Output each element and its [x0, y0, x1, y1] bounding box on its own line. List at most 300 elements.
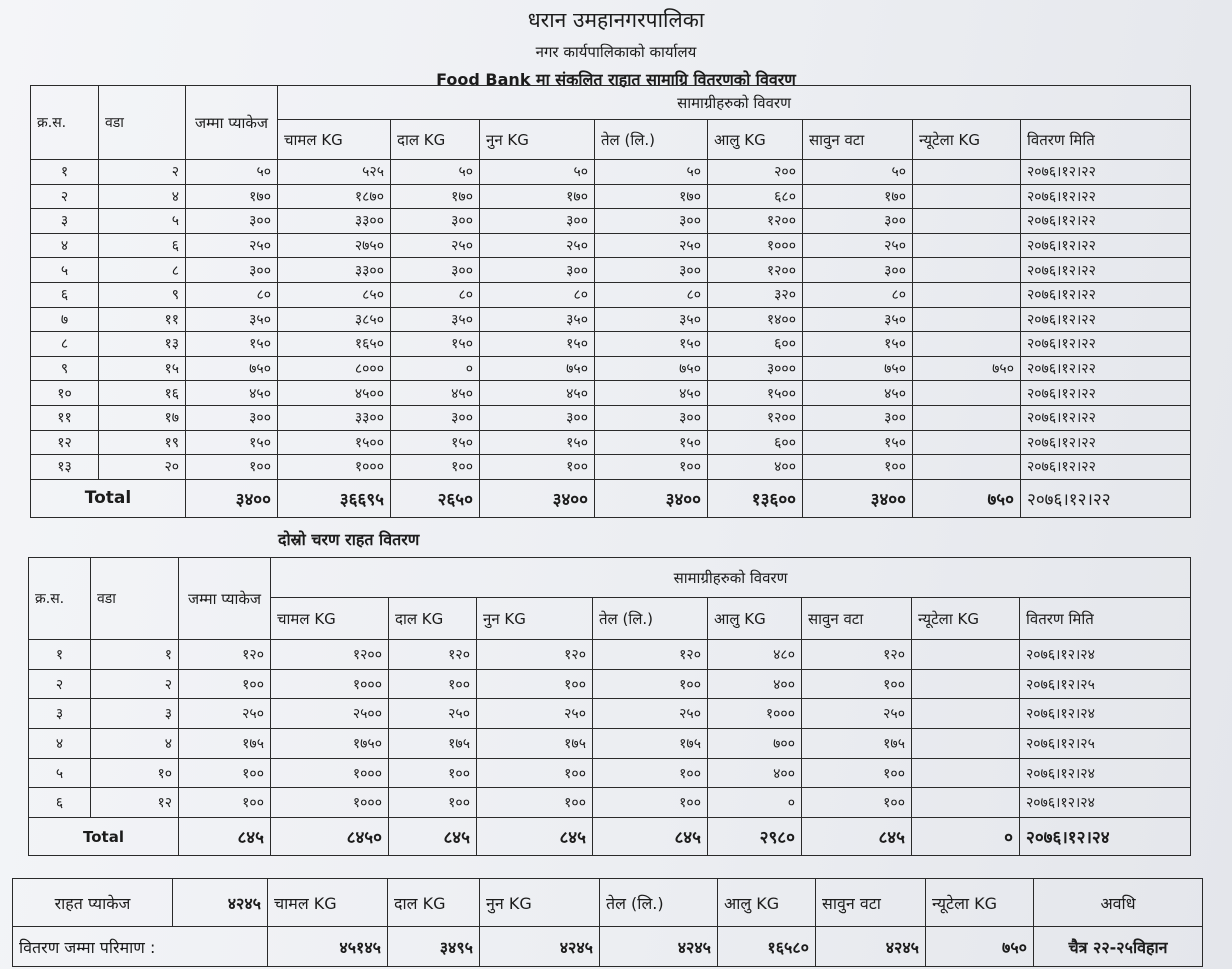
- table-cell: ३५०: [391, 307, 480, 332]
- table-cell: १००: [389, 788, 477, 818]
- total-cell: ३४००: [186, 479, 278, 517]
- header-soap: सावुन वटा: [802, 598, 912, 640]
- table-cell: ७५०: [595, 356, 708, 381]
- table-cell: १७: [99, 405, 186, 430]
- table-cell: १६५०: [278, 332, 391, 357]
- table-cell: [912, 729, 1020, 759]
- summary-table: [12, 878, 1203, 967]
- table-cell: १३: [31, 455, 99, 480]
- table-cell: १२०: [593, 640, 708, 670]
- table-cell: १००: [593, 758, 708, 788]
- table-cell: २०७६।१२।२२: [1021, 356, 1191, 381]
- table-cell: ५: [99, 209, 186, 234]
- table-cell: १५०: [186, 332, 278, 357]
- table-row: [31, 258, 1191, 283]
- table-cell: १००: [477, 669, 593, 699]
- table-row: [31, 184, 1191, 209]
- table-cell: २०७६।१२।२२: [1021, 381, 1191, 406]
- table-total-row: [31, 479, 1191, 517]
- table-cell: १००: [593, 788, 708, 818]
- summary-value-soap: ४२४५: [816, 927, 926, 967]
- table-cell: ४५०: [186, 381, 278, 406]
- total-cell: ७५०: [913, 479, 1021, 517]
- table-cell: [913, 209, 1021, 234]
- header-nutella: न्यूटेला KG: [913, 120, 1021, 160]
- table-cell: १७०: [391, 184, 480, 209]
- table-cell: ५०: [803, 160, 913, 185]
- table-cell: १५०: [391, 332, 480, 357]
- table-cell: २०७६।१२।२२: [1021, 282, 1191, 307]
- table-cell: ६००: [708, 332, 803, 357]
- office-subtitle: नगर कार्यपालिकाको कार्यालय: [535, 43, 697, 61]
- table-cell: [913, 430, 1021, 455]
- table-cell: २५०: [179, 699, 271, 729]
- table-cell: ३३००: [278, 258, 391, 283]
- table-cell: १००: [480, 455, 595, 480]
- total-date: २०७६।१२।२२: [1021, 479, 1191, 517]
- table-cell: ५०: [391, 160, 480, 185]
- header-sn: क्र.स.: [31, 86, 99, 160]
- table-cell: १०: [91, 758, 179, 788]
- table-cell: २०७६।१२।२२: [1021, 209, 1191, 234]
- table-cell: ५०: [480, 160, 595, 185]
- relief-pkg-label: राहत प्याकेज: [13, 879, 173, 927]
- table-cell: २०७६।१२।२२: [1021, 160, 1191, 185]
- table-cell: २०७६।१२।२४: [1020, 699, 1191, 729]
- table-row: [29, 669, 1191, 699]
- table-cell: १५०: [803, 430, 913, 455]
- table-cell: [913, 233, 1021, 258]
- table-cell: ५०: [595, 160, 708, 185]
- table-cell: ४५०: [480, 381, 595, 406]
- table-cell: १०००: [708, 699, 802, 729]
- table-cell: २०७६।१२।२२: [1021, 307, 1191, 332]
- table-cell: १५०: [595, 430, 708, 455]
- table-cell: १५: [99, 356, 186, 381]
- table-cell: १००: [389, 758, 477, 788]
- distribution-table-phase2: [28, 557, 1191, 856]
- total-cell: ०: [912, 818, 1020, 856]
- table-cell: १५०: [480, 332, 595, 357]
- table-cell: १००: [595, 455, 708, 480]
- table-cell: २०७६।१२।२२: [1021, 332, 1191, 357]
- table-cell: २५०: [477, 699, 593, 729]
- table-cell: [913, 405, 1021, 430]
- table-cell: १७५: [802, 729, 912, 759]
- table-cell: ३००: [186, 405, 278, 430]
- table-cell: ३५०: [480, 307, 595, 332]
- table-cell: ७००: [708, 729, 802, 759]
- table-cell: १७०: [186, 184, 278, 209]
- table-cell: २०७६।१२।२२: [1021, 233, 1191, 258]
- table-cell: ३००: [391, 405, 480, 430]
- table-cell: २०७६।१२।२२: [1021, 430, 1191, 455]
- table-cell: ५: [31, 258, 99, 283]
- table-cell: १: [91, 640, 179, 670]
- table-cell: २५०: [802, 699, 912, 729]
- table-cell: २०७६।१२।२२: [1021, 258, 1191, 283]
- table-cell: ८५०: [278, 282, 391, 307]
- table-cell: २५०: [186, 233, 278, 258]
- header-total-pkg: जम्मा प्याकेज: [186, 86, 278, 160]
- table-cell: ३००: [480, 405, 595, 430]
- table-cell: १५००: [708, 381, 803, 406]
- total-cell: ८४५: [389, 818, 477, 856]
- total-cell: ८४५०: [271, 818, 389, 856]
- table-row: [31, 307, 1191, 332]
- table-cell: २०७६।१२।२५: [1020, 729, 1191, 759]
- table-cell: ३५०: [186, 307, 278, 332]
- table-cell: १२: [31, 430, 99, 455]
- table-cell: २०७६।१२।२२: [1021, 405, 1191, 430]
- table-cell: ३०००: [708, 356, 803, 381]
- header-salt: नुन KG: [480, 120, 595, 160]
- table-cell: ८०: [480, 282, 595, 307]
- table-cell: १००: [477, 758, 593, 788]
- header-oil: तेल (लि.): [595, 120, 708, 160]
- table-cell: [913, 455, 1021, 480]
- table-cell: ६००: [708, 430, 803, 455]
- table-total-row: [29, 818, 1191, 856]
- table-cell: ३००: [186, 209, 278, 234]
- table-cell: ७५०: [803, 356, 913, 381]
- dist-total-label: वितरण जम्मा परिमाण :: [13, 927, 268, 967]
- table-cell: २: [99, 160, 186, 185]
- total-cell: ८४५: [477, 818, 593, 856]
- table-cell: १२००: [271, 640, 389, 670]
- header-potato: आलु KG: [708, 598, 802, 640]
- table-cell: ३००: [803, 405, 913, 430]
- table-cell: २०७६।१२।२४: [1020, 758, 1191, 788]
- table-cell: १००: [179, 788, 271, 818]
- second-phase-title: दोस्रो चरण राहत वितरण: [278, 530, 420, 549]
- header-potato: आलु KG: [708, 120, 803, 160]
- table-cell: १६: [99, 381, 186, 406]
- table-cell: ३००: [595, 405, 708, 430]
- table-cell: १५०: [595, 332, 708, 357]
- table-cell: ४००: [708, 669, 802, 699]
- table-cell: [912, 669, 1020, 699]
- summary-header-rice: चामल KG: [268, 879, 388, 927]
- header-soap: सावुन वटा: [803, 120, 913, 160]
- table-row: [31, 160, 1191, 185]
- table-cell: १७०: [480, 184, 595, 209]
- table-cell: २०७६।१२।२२: [1021, 184, 1191, 209]
- table-cell: ४५००: [278, 381, 391, 406]
- table-cell: १३: [99, 332, 186, 357]
- summary-value-rice: ४५१४५: [268, 927, 388, 967]
- table-cell: २०७६।१२।२२: [1021, 455, 1191, 480]
- total-cell: ३४००: [803, 479, 913, 517]
- table-cell: २०७६।१२।२४: [1020, 788, 1191, 818]
- table-row: [29, 640, 1191, 670]
- table-cell: ५: [29, 758, 91, 788]
- table-cell: ३२०: [708, 282, 803, 307]
- table-cell: [913, 184, 1021, 209]
- table-cell: १००: [803, 455, 913, 480]
- total-cell: ८४५: [593, 818, 708, 856]
- table-cell: १००: [802, 788, 912, 818]
- table-cell: १२००: [708, 405, 803, 430]
- table-cell: २५०: [389, 699, 477, 729]
- header-date: वितरण मिति: [1021, 120, 1191, 160]
- header-ward: वडा: [99, 86, 186, 160]
- total-cell: ३६६९५: [278, 479, 391, 517]
- table-cell: १००: [179, 669, 271, 699]
- table-cell: ०: [708, 788, 802, 818]
- table-cell: १७५: [477, 729, 593, 759]
- table-row: [29, 699, 1191, 729]
- table-cell: १८७०: [278, 184, 391, 209]
- table-cell: २५०: [480, 233, 595, 258]
- total-label: Total: [29, 818, 179, 856]
- table-cell: [913, 258, 1021, 283]
- table-cell: ७: [31, 307, 99, 332]
- table-cell: ५०: [186, 160, 278, 185]
- table-cell: ९: [99, 282, 186, 307]
- table-row: [31, 405, 1191, 430]
- table-cell: ३३००: [278, 405, 391, 430]
- period-value: चैत्र २२-२५विहान: [1034, 927, 1203, 967]
- table-cell: ३३००: [278, 209, 391, 234]
- table-cell: [913, 282, 1021, 307]
- table-cell: ७५०: [480, 356, 595, 381]
- table-cell: ३००: [480, 209, 595, 234]
- table-cell: ३००: [595, 258, 708, 283]
- table-cell: २: [31, 184, 99, 209]
- table-cell: २५०: [391, 233, 480, 258]
- table-cell: ४५०: [391, 381, 480, 406]
- table-cell: १०००: [708, 233, 803, 258]
- header-total-pkg: जम्मा प्याकेज: [179, 558, 271, 640]
- table-cell: १५०: [391, 430, 480, 455]
- table-cell: [912, 699, 1020, 729]
- table-row: [31, 356, 1191, 381]
- table-cell: ३००: [803, 209, 913, 234]
- table-cell: १२००: [708, 209, 803, 234]
- table-cell: १००: [391, 455, 480, 480]
- table-cell: १२०: [179, 640, 271, 670]
- table-cell: ३००: [803, 258, 913, 283]
- table-cell: १००: [802, 669, 912, 699]
- table-cell: [912, 788, 1020, 818]
- table-cell: ३००: [186, 258, 278, 283]
- table-cell: ३००: [595, 209, 708, 234]
- total-cell: २६५०: [391, 479, 480, 517]
- table-cell: १००: [179, 758, 271, 788]
- table-cell: १२: [91, 788, 179, 818]
- table-cell: ४००: [708, 758, 802, 788]
- table-cell: १५००: [278, 430, 391, 455]
- table-cell: १०: [31, 381, 99, 406]
- table-cell: २०७६।१२।२४: [1020, 640, 1191, 670]
- table-cell: ६८०: [708, 184, 803, 209]
- table-cell: ८०: [595, 282, 708, 307]
- summary-header-dal: दाल KG: [388, 879, 480, 927]
- table-cell: ३: [31, 209, 99, 234]
- total-cell: ३४००: [595, 479, 708, 517]
- table-cell: २: [91, 669, 179, 699]
- total-cell: ८४५: [179, 818, 271, 856]
- table-cell: ८०: [186, 282, 278, 307]
- table-cell: २००: [708, 160, 803, 185]
- table-cell: १७०: [803, 184, 913, 209]
- table-cell: १५०: [803, 332, 913, 357]
- total-cell: २९८०: [708, 818, 802, 856]
- header-date: वितरण मिति: [1020, 598, 1191, 640]
- total-label: Total: [31, 479, 186, 517]
- table-row: [31, 282, 1191, 307]
- table-cell: १००: [389, 669, 477, 699]
- table-cell: २: [29, 669, 91, 699]
- table-cell: ६: [99, 233, 186, 258]
- table-row: [31, 455, 1191, 480]
- summary-header-salt: नुन KG: [480, 879, 600, 927]
- table-cell: १७५: [389, 729, 477, 759]
- table-cell: ११: [99, 307, 186, 332]
- table-cell: ३००: [480, 258, 595, 283]
- header-dal: दाल KG: [391, 120, 480, 160]
- table-cell: ११: [31, 405, 99, 430]
- header-sn: क्र.स.: [29, 558, 91, 640]
- table-cell: ८: [31, 332, 99, 357]
- table-cell: १०००: [271, 669, 389, 699]
- total-cell: १३६००: [708, 479, 803, 517]
- summary-header-oil: तेल (लि.): [600, 879, 718, 927]
- table-cell: ३००: [391, 258, 480, 283]
- table-cell: [912, 640, 1020, 670]
- table-cell: १०००: [271, 788, 389, 818]
- table-cell: १: [29, 640, 91, 670]
- table-cell: २७५०: [278, 233, 391, 258]
- table-cell: ३००: [391, 209, 480, 234]
- table-cell: ४: [29, 729, 91, 759]
- table-cell: ४००: [708, 455, 803, 480]
- table-cell: ०: [391, 356, 480, 381]
- table-row: [29, 788, 1191, 818]
- table-cell: ८०: [391, 282, 480, 307]
- table-row: [31, 332, 1191, 357]
- period-label: अवधि: [1034, 879, 1203, 927]
- header-salt: नुन KG: [477, 598, 593, 640]
- table-cell: ८०००: [278, 356, 391, 381]
- table-row: [31, 209, 1191, 234]
- table-cell: ८०: [803, 282, 913, 307]
- table-cell: १२०: [477, 640, 593, 670]
- table-cell: १००: [186, 455, 278, 480]
- header-nutella: न्यूटेला KG: [912, 598, 1020, 640]
- total-cell: ३४००: [480, 479, 595, 517]
- summary-value-potato: १६५८०: [718, 927, 816, 967]
- table-cell: ४८०: [708, 640, 802, 670]
- table-cell: २५००: [271, 699, 389, 729]
- org-title: धरान उमहानगरपालिका: [527, 8, 705, 32]
- table-cell: ६: [29, 788, 91, 818]
- table-cell: १००: [802, 758, 912, 788]
- table-cell: १०००: [278, 455, 391, 480]
- table-cell: ४५०: [803, 381, 913, 406]
- table-cell: २५०: [803, 233, 913, 258]
- table-cell: ४: [91, 729, 179, 759]
- header-materials: सामाग्रीहरुको विवरण: [278, 86, 1191, 120]
- table-cell: १०००: [271, 758, 389, 788]
- table-cell: [913, 332, 1021, 357]
- table-cell: १२००: [708, 258, 803, 283]
- header-rice: चामल KG: [271, 598, 389, 640]
- table-cell: ४५०: [595, 381, 708, 406]
- total-cell: ८४५: [802, 818, 912, 856]
- table-cell: ३: [29, 699, 91, 729]
- summary-value-dal: ३४९५: [388, 927, 480, 967]
- table-cell: १२०: [389, 640, 477, 670]
- table-row: [31, 430, 1191, 455]
- table-cell: ३८५०: [278, 307, 391, 332]
- relief-pkg-value: ४२४५: [173, 879, 268, 927]
- table-cell: १५०: [480, 430, 595, 455]
- table-cell: १९: [99, 430, 186, 455]
- table-row: [29, 758, 1191, 788]
- table-cell: ९: [31, 356, 99, 381]
- header-materials: सामाग्रीहरुको विवरण: [271, 558, 1191, 598]
- report-title: Food Bank मा संकलित राहात सामाग्रि वितरणको विवरण: [436, 70, 796, 89]
- header-oil: तेल (लि.): [593, 598, 708, 640]
- distribution-table-phase1: [30, 85, 1191, 518]
- table-cell: १७५: [179, 729, 271, 759]
- table-cell: २५०: [593, 699, 708, 729]
- table-cell: ३५०: [595, 307, 708, 332]
- table-cell: ६: [31, 282, 99, 307]
- table-cell: [912, 758, 1020, 788]
- table-cell: ४: [31, 233, 99, 258]
- table-cell: ३५०: [803, 307, 913, 332]
- table-cell: २०: [99, 455, 186, 480]
- table-row: [31, 381, 1191, 406]
- total-date: २०७६।१२।२४: [1020, 818, 1191, 856]
- table-cell: १२०: [802, 640, 912, 670]
- table-cell: [913, 307, 1021, 332]
- table-cell: १७५: [593, 729, 708, 759]
- table-cell: ७५०: [186, 356, 278, 381]
- header-dal: दाल KG: [389, 598, 477, 640]
- summary-header-potato: आलु KG: [718, 879, 816, 927]
- table-cell: १४००: [708, 307, 803, 332]
- table-cell: १००: [477, 788, 593, 818]
- summary-value-nutella: ७५०: [926, 927, 1034, 967]
- table-cell: ४: [99, 184, 186, 209]
- table-cell: ५२५: [278, 160, 391, 185]
- table-cell: १: [31, 160, 99, 185]
- table-cell: ८: [99, 258, 186, 283]
- table-cell: १७०: [595, 184, 708, 209]
- table-cell: १००: [593, 669, 708, 699]
- table-cell: ७५०: [913, 356, 1021, 381]
- table-cell: २०७६।१२।२५: [1020, 669, 1191, 699]
- summary-value-oil: ४२४५: [600, 927, 718, 967]
- table-cell: [913, 381, 1021, 406]
- header-ward: वडा: [91, 558, 179, 640]
- summary-header-soap: सावुन वटा: [816, 879, 926, 927]
- table-row: [31, 233, 1191, 258]
- table-cell: १७५०: [271, 729, 389, 759]
- summary-value-salt: ४२४५: [480, 927, 600, 967]
- table-cell: २५०: [595, 233, 708, 258]
- summary-header-nutella: न्यूटेला KG: [926, 879, 1034, 927]
- header-rice: चामल KG: [278, 120, 391, 160]
- table-cell: [913, 160, 1021, 185]
- table-cell: १५०: [186, 430, 278, 455]
- table-row: [29, 729, 1191, 759]
- table-cell: ३: [91, 699, 179, 729]
